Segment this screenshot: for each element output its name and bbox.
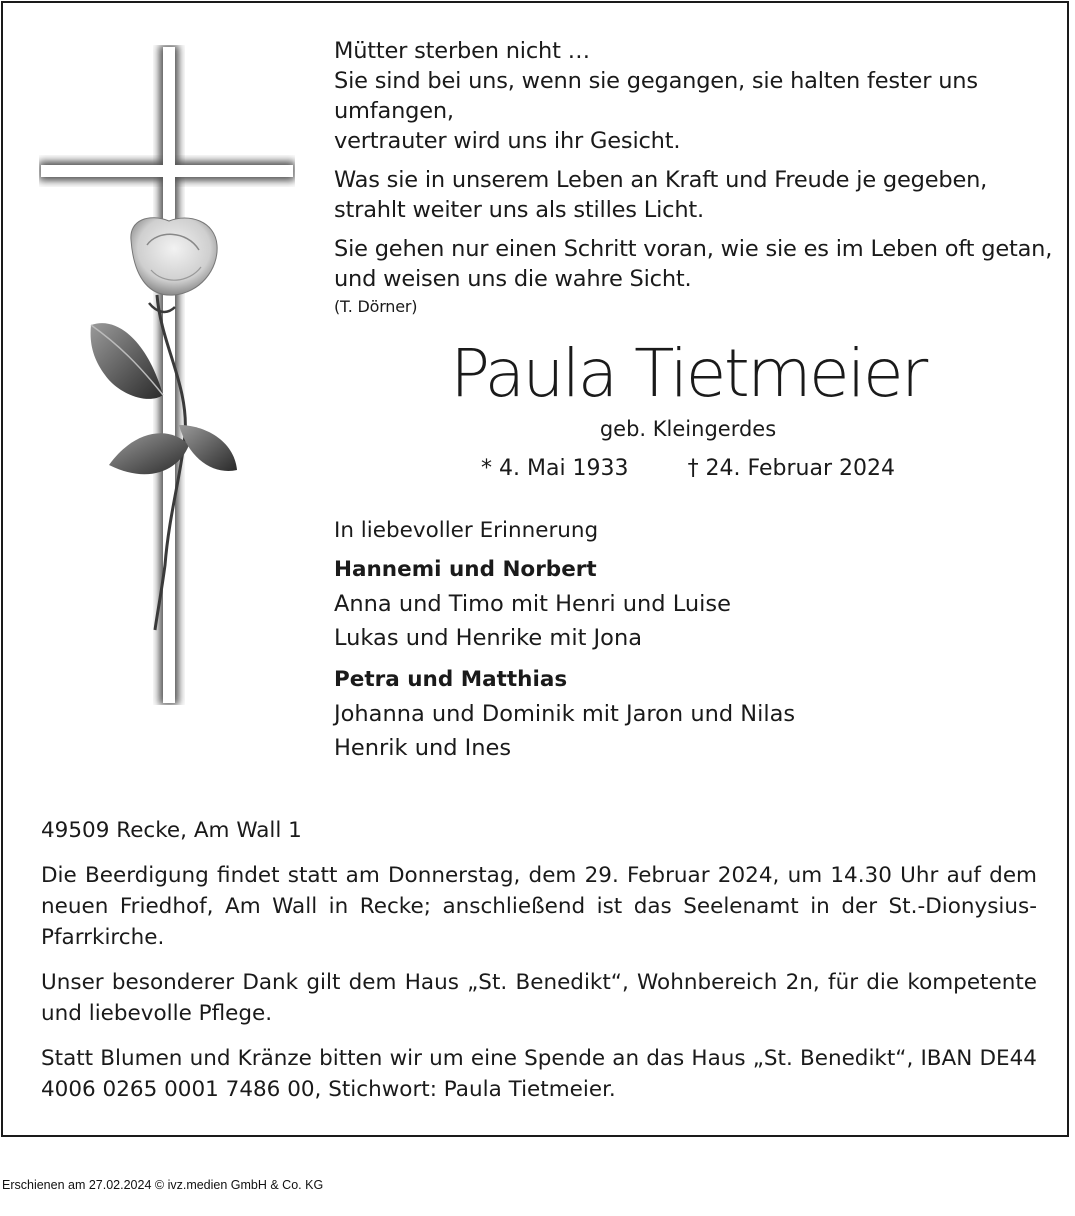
donation-note: Statt Blumen und Kränze bitten wir um eine Spende an das Haus „St. Benedikt“, IBAN DE44 4006 0265 0001 7486 00, Stichwort: Paula Tietmeier. xyxy=(41,1046,1037,1102)
poem-stanza-1 xyxy=(334,36,1054,156)
publication-footer: Erschienen am 27.02.2024 © ivz.medien GmbH & Co. KG xyxy=(2,1178,324,1192)
poem xyxy=(334,36,1054,326)
funeral-info xyxy=(41,815,1037,1119)
poem-line: Sie sind bei uns, wenn sie gegangen, sie halten fester uns umfangen, xyxy=(334,68,978,124)
poem-stanza-3 xyxy=(334,234,1054,294)
poem-line: vertrauter wird uns ihr Gesicht. xyxy=(334,128,681,154)
death-date: † 24. Februar 2024 xyxy=(687,456,895,481)
family-group xyxy=(334,553,795,655)
poem-line: und weisen uns die wahre Sicht. xyxy=(334,266,692,292)
family-member: Henrik und Ines xyxy=(334,735,512,761)
cross-icon xyxy=(39,45,295,705)
funeral-details: Die Beerdigung findet statt am Donnerstag, dem 29. Februar 2024, um 14.30 Uhr auf dem neuen Friedhof, Am Wall in Recke; anschließend ist das Seelenamt in der St.-Dionysius-Pfarrkirche. xyxy=(41,863,1037,950)
cross-with-rose-artwork xyxy=(39,45,295,705)
family-member: Anna und Timo mit Henri und Luise xyxy=(334,591,731,617)
poem-line: strahlt weiter uns als stilles Licht. xyxy=(334,197,704,223)
family-member: Johanna und Dominik mit Jaron und Nilas xyxy=(334,701,796,727)
life-dates xyxy=(303,456,1073,481)
obituary-frame xyxy=(1,1,1069,1137)
family-lead: Hannemi und Norbert xyxy=(334,557,597,582)
family-group xyxy=(334,663,795,765)
deceased-name: Paula Tietmeier xyxy=(450,335,926,412)
thanks-note: Unser besonderer Dank gilt dem Haus „St. Benedikt“, Wohnbereich 2n, für die kompetente und liebevolle Pflege. xyxy=(41,970,1037,1026)
poem-line: Mütter sterben nicht … xyxy=(334,38,590,64)
poem-stanza-2 xyxy=(334,165,1054,225)
mourners-list xyxy=(334,515,795,773)
poem-line: Was sie in unserem Leben an Kraft und Freude je gegeben, xyxy=(334,167,988,193)
family-lead: Petra und Matthias xyxy=(334,667,568,692)
family-member: Lukas und Henrike mit Jona xyxy=(334,625,642,651)
poem-source: (T. Dörner) xyxy=(334,297,418,316)
birth-name: geb. Kleingerdes xyxy=(599,417,777,441)
mourners-intro: In liebevoller Erinnerung xyxy=(334,518,599,543)
address: 49509 Recke, Am Wall 1 xyxy=(41,818,302,843)
birth-date: * 4. Mai 1933 xyxy=(481,456,629,481)
poem-line: Sie gehen nur einen Schritt voran, wie sie es im Leben oft getan, xyxy=(334,236,1053,262)
